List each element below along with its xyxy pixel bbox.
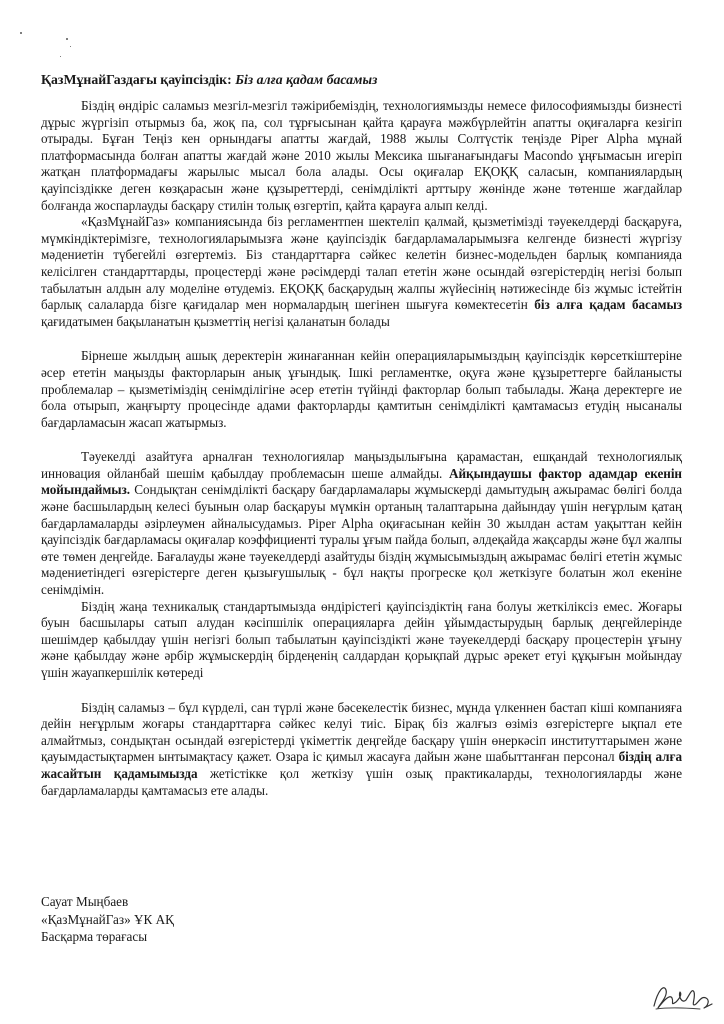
paragraph-emphasis: біздің алға жасайтын қадамымызда [41, 749, 682, 781]
scan-speck [70, 46, 71, 47]
scan-speck [66, 38, 68, 40]
paragraph-3 [41, 348, 682, 431]
paragraph-text: қағидатымен бақыланатын қызметтің негізі қаланатын болады [41, 313, 390, 329]
signature-block [41, 893, 341, 946]
paragraph-emphasis: біз алға қадам басамыз [534, 297, 682, 313]
document-body [41, 98, 682, 799]
paragraph-text: Біздің жаңа техникалық стандартымызда өндірістегі қауіпсіздіктің ғана болуы жеткіліксіз емес. Жоғары буын басшылары сатып алудан кәсіпшілік операцияларға дейін ұйымдастырудың барлық деңгейлерінде шешімдер қабылдау үшін негізгі болып табылатын қауіпсіздікті және тәуекелдерді басқару процестерін ұғыну және қабылдау және әрбір жұмыскердің бірдеңенің салдардан қорықпай дұрыс әрекет етуі құқығын мойындау үшін жауапкершілік көтереді [41, 598, 682, 680]
paragraph-emphasis: Айқындаушы фактор адамдар екенін мойындаймыз. [41, 465, 682, 498]
paragraph-text: Сондықтан сенімділікті басқару бағдарламалары жұмыскерді дамытудың ажырамас бөлігі болда және басшылардың келесі буынын олар басқаруы мүмкін ортаның талаптарына дайындау үшін неғұрлым қатаң бағдарламаларды әзірлеумен айналысудамыз. Piper Alpha оқиғасынан кейін 30 жылдан астам уақыттан кейін қауіпсіздік бағдарламасы оқиғалар коэффициенті туралы ұғым пайда болып, әлдеқайда жақсарды және бұл жалпы өте төмен деңгейде. Бағалауды және тәуекелдерді азайтуды біздің жұмысымыздың ажырамас бөлігі етeтін жұмыс мәдениетіндегі өзгерістерге деген қызығушылық - бұл нақты прогреске қол жеткізуге болатын жол екеніне сенімдімін. [41, 482, 682, 598]
signatory-organization: «ҚазМұнайГаз» ҰК АҚ [41, 911, 174, 927]
scan-speck [20, 32, 22, 34]
signatory-position: Басқарма төрағасы [41, 929, 148, 944]
paragraph-text: жетістікке қол жеткізу үшін озық практикаларды, технологияларды және бағдарламаларды қамтамасыз ете алады. [41, 765, 682, 798]
paragraph-6 [41, 700, 682, 800]
title-main: ҚазМұнайГаздағы қауіпсіздік: [41, 72, 236, 87]
scan-speck [60, 56, 61, 57]
paragraph-4 [41, 449, 682, 598]
paragraph-text: «ҚазМұнайГаз» компаниясында біз регламентпен шектеліп қалмай, қызметімізді тәуекелдерді басқаруға, мүмкіндіктерімізге, технологияларымызға және қауіпсіздік бағдарламаларымызға келгенде бизнесті жүргізу мәдениетін түбегейлі өзгертеміз. Біз стандарттарға сәйкес келетін бизнес-модельден барлық компанияда келісілген стандарттарды, процестерді және рәсімдерді талап ететін және осындай өзгерістердің негізі болып табылатын алдын алу моделіне өтудеміз. ЕҚОҚҚ басқарудың жалпы жүйесінің нәтижесінде біз жұмыс істейтін барлық салаларда бізге қағидалар мен нормалардың шегінен шығуға көмектесетін [41, 214, 682, 313]
paragraph-text: Тәуекелді азайтуға арналған технологиялар маңыздылығына қарамастан, ешқандай технологиялық инновация ойланбай шешім қабылдау проблемасын шеше алмайды. [41, 449, 682, 481]
paragraph-1 [41, 98, 682, 214]
paragraph-text: Біздің саламыз – бұл күрделі, сан түрлі және бәсекелестік бизнес, мұнда үлкеннен бастап кіші компанияға дейін неғұрлым жоғары стандарттарға сәйкес келуі тиіс. Бірақ біз жалғыз өзіміз өзгерістерге ықпал ете алмайтмыз, сондықтан осындай өзгерістерді үкіметтік деңгейде басқару үшін өнеркәсіп институттарымен және қауымдастықтармен ынтымақтасу қажет. Озара іс қимыл жасауға дайын және шабыттанған персонал [41, 699, 682, 765]
paragraph-text: Біздің өндіріс саламыз мезгіл-мезгіл тәжірибеміздің, технологиямызды немесе философиямызды бизнесті дұрыс жүргізіп отырмыз ба, жоқ па, сол тұрғысынан қайта қарауға мәжбүрлейтін апатты оқиғаларға кезігіп отырады. Бұған Теңіз кен орнындағы апатты жағдай, 1988 жылы Солтүстік теңізде Piper Alpha мұнай платформасында болған апатты жағдай және 2010 жылы Мексика шығанағындағы Macondo ұңғымасын игеріп жатқан платформадағы жарылыс мысал бола алады. Осы оқиғалар ЕҚОҚҚ саласын, компаниялардың қауіпсіздікке деген көзқарасын және құзыреттерді, сенімділікті арттыру жөнінде және төтенше жағдайлар болғанда жоспарлауды басқару стилін толық өзгертіп, қайта қарауға алып келді. [41, 98, 682, 213]
paragraph-text: Бірнеше жылдың ашық деректерін жинағаннан кейін операцияларымыздың қауіпсіздік көрсеткіштеріне әсер ететін маңызды факторларын анық ұғындық. Ішкі регламентке, оқуға және құзыреттерге байланысты проблемалар – қызметіміздің сенімділігіне әсер ететін түйінді факторлар болып табылады. Жаңа деректерге ие бола отырып, жаңғырту процесінде адами факторларды қамтитын сенімділікті қамтамасыз етудің нысаналы бағдарламасын жасап жатырмыз. [41, 348, 682, 430]
paragraph-2 [41, 214, 682, 330]
title-italic: Біз алға қадам басамыз [235, 72, 378, 87]
paragraph-5 [41, 599, 682, 682]
signatory-name: Сауат Мыңбаев [41, 894, 129, 909]
document-title [41, 71, 681, 88]
handwritten-signature [650, 978, 714, 1014]
